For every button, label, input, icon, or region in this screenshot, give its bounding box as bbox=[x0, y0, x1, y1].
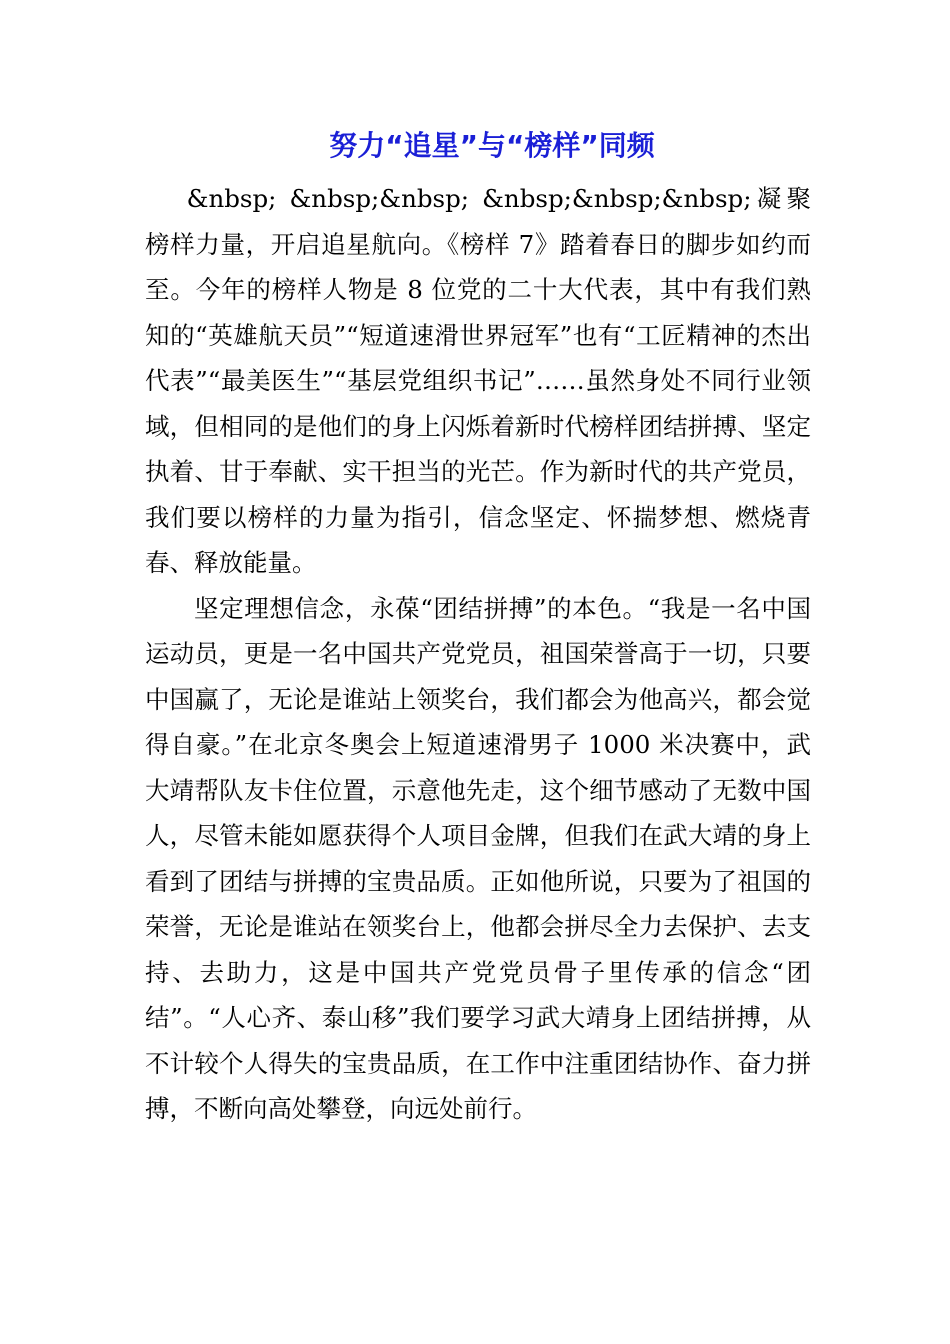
article-body bbox=[145, 176, 811, 1132]
paragraph-2: 坚定理想信念，永葆“团结拼搏”的本色。“我是一名中国运动员，更是一名中国共产党党员，祖国荣誉高于一切，只要中国赢了，无论是谁站上领奖台，我们都会为他高兴，都会觉得自豪。”在北京冬奥会上短道速滑男子 1000 米决赛中，武大靖帮队友卡住位置，示意他先走，这个细节感动了无数中国人，尽管未能如愿获得个人项目金牌，但我们在武大靖的身上看到了团结与拼搏的宝贵品质。正如他所说，只要为了祖国的荣誉，无论是谁站在领奖台上，他都会拼尽全力去保护、去支持、去助力，这是中国共产党党员骨子里传承的信念“团结”。“人心齐、泰山移”我们要学习武大靖身上团结拼搏，从不计较个人得失的宝贵品质，在工作中注重团结协作、奋力拼搏，不断向高处攀登，向远处前行。 bbox=[145, 593, 811, 1123]
page-title: 努力“追星”与“榜样”同频 bbox=[329, 129, 655, 162]
paragraph-1: &nbsp; &nbsp;&nbsp; &nbsp;&nbsp;&nbsp;凝聚榜样力量，开启追星航向。《榜样 7》踏着春日的脚步如约而至。今年的榜样人物是 8 位党的二十大代表，其中有我们熟知的“英雄航天员”“短道速滑世界冠军”也有“工匠精神的杰出代表”“最美医生”“基层党组织书记”……虽然身处不同行业领域，但相同的是他们的身上闪烁着新时代榜样团结拼搏、坚定执着、甘于奉献、实干担当的光芒。作为新时代的共产党员，我们要以榜样的力量为指引，信念坚定、怀揣梦想、燃烧青春、释放能量。 bbox=[145, 184, 811, 577]
